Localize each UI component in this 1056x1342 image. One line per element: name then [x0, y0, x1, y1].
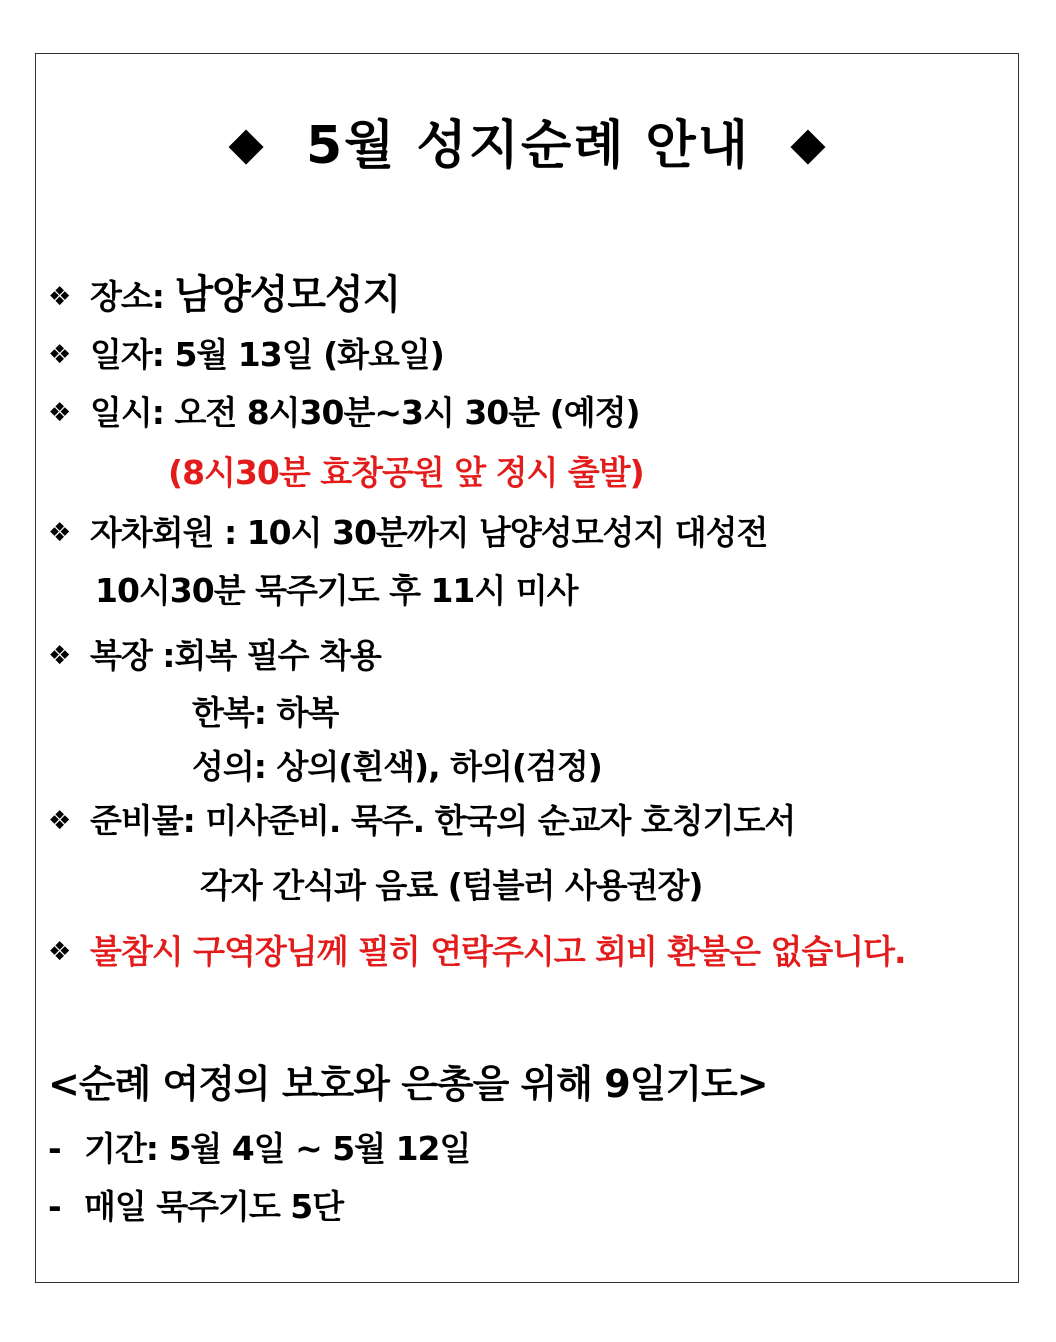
diamond-right-icon: ◆ — [790, 116, 828, 170]
time-label: 일시: — [90, 393, 164, 432]
bullet-icon: ❖ — [48, 806, 71, 836]
attire-line — [48, 630, 381, 677]
notice-text: 불참시 구역장님께 필히 연락주시고 회비 환불은 없습니다. — [90, 932, 906, 971]
date-value: 5월 13일 (화요일) — [174, 335, 444, 374]
own-car-label: 자차회원 : — [90, 513, 237, 552]
notice-line — [48, 926, 906, 973]
novena-daily — [48, 1181, 343, 1228]
bullet-icon: ❖ — [48, 398, 71, 428]
supplies-value: 미사준비. 묵주. 한국의 순교자 호칭기도서 — [205, 801, 796, 840]
dash-icon: - — [48, 1129, 61, 1168]
bullet-icon: ❖ — [48, 282, 71, 312]
attire-label: 복장 : — [90, 636, 175, 675]
supplies-extra: 각자 간식과 음료 (텀블러 사용권장) — [200, 866, 703, 905]
page-title — [0, 103, 1056, 178]
novena-period — [48, 1123, 470, 1170]
supplies-label: 준비물: — [90, 801, 195, 840]
bullet-icon: ❖ — [48, 518, 71, 548]
time-value: 오전 8시30분~3시 30분 (예정) — [174, 393, 640, 432]
title-text: 5월 성지순례 안내 — [305, 116, 750, 176]
dash-icon: - — [48, 1187, 61, 1226]
novena-daily-text: 매일 묵주기도 5단 — [84, 1187, 344, 1226]
location-label: 장소: — [90, 277, 164, 316]
departure-note: (8시30분 효창공원 앞 정시 출발) — [168, 453, 644, 492]
bullet-icon: ❖ — [48, 340, 71, 370]
own-car-value: 10시 30분까지 남양성모성지 대성전 — [246, 513, 768, 552]
bullet-icon: ❖ — [48, 641, 71, 671]
date-label: 일자: — [90, 335, 164, 374]
novena-period-text: 기간: 5월 4일 ~ 5월 12일 — [84, 1129, 471, 1168]
location-value: 남양성모성지 — [174, 272, 401, 318]
attire-hanbok: 한복: 하복 — [192, 693, 339, 732]
attire-suit: 성의: 상의(흰색), 하의(검정) — [192, 747, 602, 786]
novena-heading: <순례 여정의 보호와 은총을 위해 9일기도> — [48, 1062, 768, 1106]
attire-value: 회복 필수 착용 — [174, 636, 381, 675]
time-line — [48, 387, 640, 434]
own-car-schedule: 10시30분 묵주기도 후 11시 미사 — [95, 571, 578, 610]
location-line — [48, 263, 400, 320]
supplies-line — [48, 795, 795, 842]
diamond-left-icon: ◆ — [228, 116, 266, 170]
own-car-line — [48, 507, 767, 554]
date-line — [48, 329, 444, 376]
bullet-icon: ❖ — [48, 937, 71, 967]
